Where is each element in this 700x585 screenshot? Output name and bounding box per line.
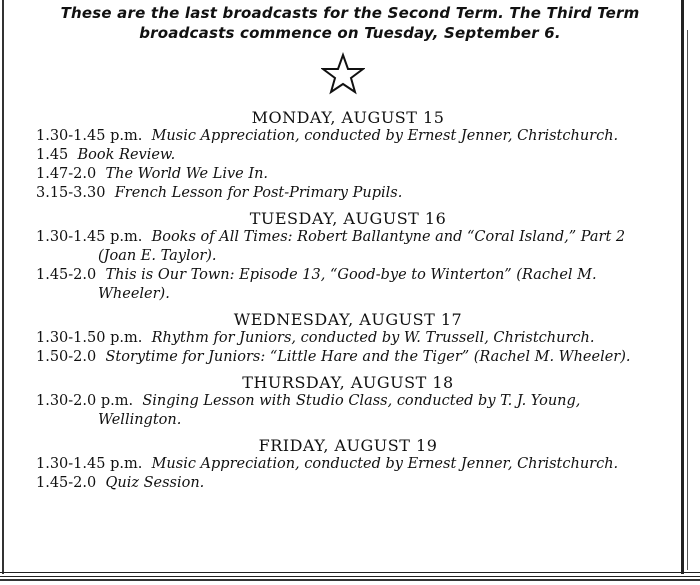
day-monday [36, 108, 660, 203]
right-border [681, 0, 684, 574]
bottom-border [0, 572, 700, 577]
entry-time: 1.45-2.0 [36, 267, 97, 283]
star-icon [321, 52, 365, 96]
day-heading: TUESDAY, AUGUST 16 [249, 209, 447, 228]
schedule-entry [36, 329, 660, 348]
entry-time: 3.15-3.30 [36, 185, 106, 201]
day-tuesday [36, 209, 660, 304]
schedule-entry [36, 474, 660, 493]
entry-description: Storytime for Juniors: “Little Hare and the Tiger” (Rachel M. Wheeler). [105, 349, 631, 365]
entry-time: 1.30-1.45 p.m. [36, 128, 143, 144]
left-border [2, 0, 4, 574]
day-heading: THURSDAY, AUGUST 18 [242, 373, 454, 392]
schedule-entry [36, 228, 660, 266]
entry-time: 1.30-2.0 p.m. [36, 393, 134, 409]
entry-description: Book Review. [77, 147, 176, 163]
day-friday [36, 436, 660, 493]
entry-time: 1.45 [36, 147, 69, 163]
entry-description: This is Our Town: Episode 13, “Good-bye to Winterton” (Rachel M. Wheeler). [98, 267, 597, 302]
schedule-entry [36, 392, 660, 430]
day-thursday [36, 373, 660, 430]
schedule-entry [36, 165, 660, 184]
entry-description: French Lesson for Post-Primary Pupils. [114, 185, 403, 201]
schedule-entry [36, 146, 660, 165]
schedule-entry [36, 266, 660, 304]
entry-time: 1.30-1.50 p.m. [36, 330, 143, 346]
entry-description: Quiz Session. [105, 475, 205, 491]
entry-description: Music Appreciation, conducted by Ernest Jenner, Christchurch. [151, 128, 619, 144]
entry-time: 1.50-2.0 [36, 349, 97, 365]
schedule-entry [36, 348, 660, 367]
entry-time: 1.30-1.45 p.m. [36, 456, 143, 472]
schedule-entry [36, 184, 660, 203]
entry-description: Books of All Times: Robert Ballantyne and “Coral Island,” Part 2 (Joan E. Taylor). [98, 229, 626, 264]
day-heading: FRIDAY, AUGUST 19 [258, 436, 438, 455]
entry-description: The World We Live In. [105, 166, 269, 182]
schedule-entry [36, 127, 660, 146]
entry-time: 1.45-2.0 [36, 475, 97, 491]
term-notice: These are the last broadcasts for the Second Term. The Third Term broadcasts commence on Tuesday, September 6. [60, 4, 640, 42]
day-heading: WEDNESDAY, AUGUST 17 [233, 310, 463, 329]
day-heading: MONDAY, AUGUST 15 [251, 108, 445, 127]
day-wednesday [36, 310, 660, 367]
bottom-border-outer [0, 579, 700, 581]
entry-description: Rhythm for Juniors, conducted by W. Trussell, Christchurch. [151, 330, 595, 346]
entry-description: Singing Lesson with Studio Class, conducted by T. J. Young, Wellington. [98, 393, 581, 428]
entry-time: 1.30-1.45 p.m. [36, 229, 143, 245]
entry-description: Music Appreciation, conducted by Ernest Jenner, Christchurch. [151, 456, 619, 472]
right-border-inner [687, 30, 688, 570]
schedule-entry [36, 455, 660, 474]
entry-time: 1.47-2.0 [36, 166, 97, 182]
schedule [36, 108, 660, 499]
